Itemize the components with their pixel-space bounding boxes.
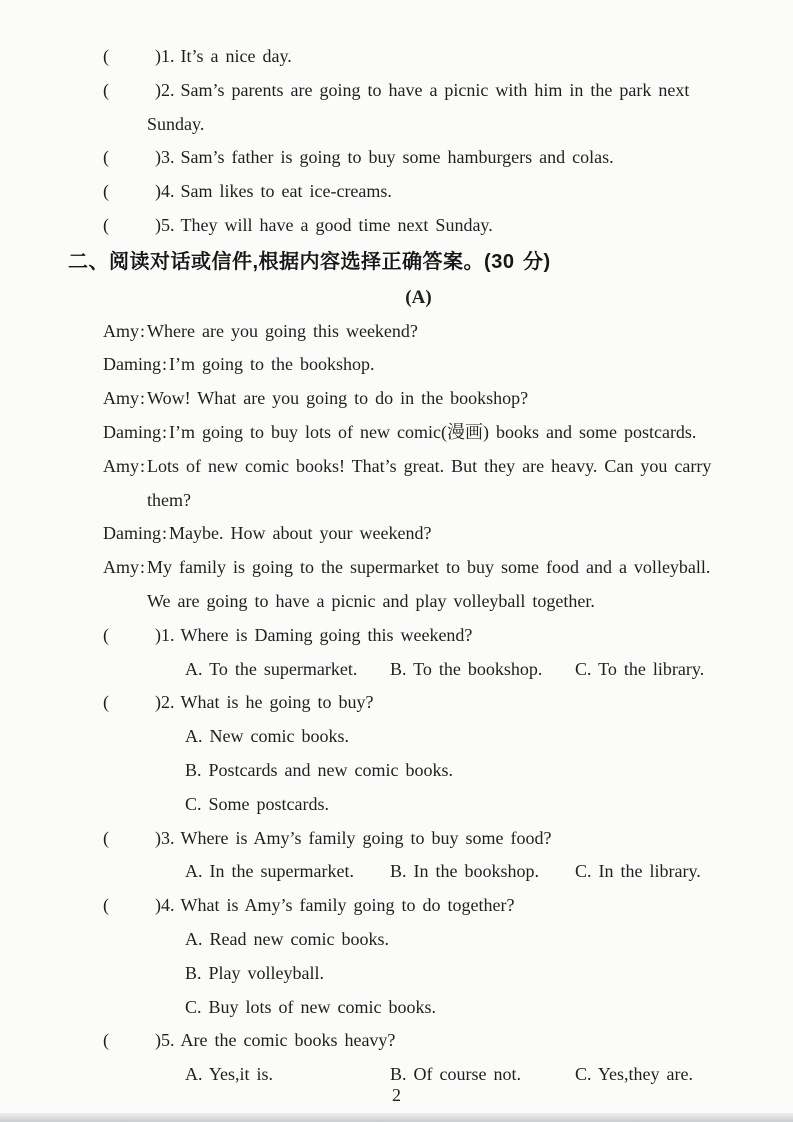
tf-item-5 [0, 209, 793, 243]
answer-bracket: ( [103, 895, 109, 916]
speaker-colon: : [140, 388, 146, 409]
dialogue-text: Wow! What are you going to do in the bookshop? [147, 388, 529, 409]
option-c: C. In the library. [575, 861, 701, 882]
dialogue-continuation: We are going to have a picnic and play volleyball together. [147, 590, 595, 611]
dialogue-line [0, 416, 793, 450]
option-c: C. Buy lots of new comic books. [185, 996, 436, 1017]
tf-item-4 [0, 175, 793, 209]
dialogue-line [0, 348, 793, 382]
speaker-name: Amy [103, 320, 139, 341]
passage-label: (A) [405, 286, 432, 308]
tf-item-3 [0, 141, 793, 175]
option-b: B. Play volleyball. [185, 962, 324, 983]
dialogue-text: I’m going to the bookshop. [169, 354, 375, 375]
item-text: It’s a nice day. [180, 46, 292, 66]
answer-bracket: ( [103, 1030, 109, 1051]
speaker-name: Daming [103, 421, 161, 442]
item-marker: )3. [155, 147, 175, 168]
answer-bracket: ( [103, 147, 109, 168]
option-c: C. Yes,they are. [575, 1064, 693, 1085]
question-5 [0, 1024, 793, 1058]
option-b: B. Postcards and new comic books. [185, 759, 453, 780]
question-text: Are the comic books heavy? [180, 1030, 396, 1051]
answer-bracket: ( [103, 46, 109, 66]
speaker-name: Amy [103, 388, 139, 409]
question-text: Where is Daming going this weekend? [180, 624, 473, 645]
speaker-name: Amy [103, 557, 139, 578]
option-c: C. Some postcards. [185, 793, 329, 814]
dialogue-line [0, 551, 793, 585]
question-text: Where is Amy’s family going to buy some food? [180, 827, 552, 848]
speaker-name: Amy [103, 455, 139, 476]
question-text: What is he going to buy? [180, 692, 374, 713]
option-b: B. To the bookshop. [390, 658, 543, 679]
option-b: B. Of course not. [390, 1064, 521, 1085]
option-a: A. To the supermarket. [185, 658, 358, 679]
question-marker: )1. [155, 624, 175, 645]
section-heading: 二、阅读对话或信件,根据内容选择正确答案。(30 分) [68, 250, 551, 273]
tf-item-2-continuation: Sunday. [147, 113, 205, 134]
answer-bracket: ( [103, 624, 109, 645]
question-marker: )3. [155, 827, 175, 848]
answer-bracket: ( [103, 79, 109, 100]
speaker-name: Daming [103, 523, 161, 544]
dialogue-text: Lots of new comic books! That’s great. But they are heavy. Can you carry [147, 455, 712, 476]
speaker-colon: : [140, 557, 146, 578]
item-text: They will have a good time next Sunday. [180, 214, 493, 235]
question-text: What is Amy’s family going to do together? [180, 895, 515, 916]
dialogue-text: My family is going to the supermarket to buy some food and a volleyball. [147, 557, 711, 578]
speaker-colon: : [140, 455, 146, 476]
item-marker: )2. [155, 79, 175, 100]
dialogue-text: Maybe. How about your weekend? [169, 523, 432, 544]
question-4 [0, 889, 793, 923]
answer-bracket: ( [103, 827, 109, 848]
tf-item-2 [0, 74, 793, 108]
dialogue-continuation: them? [147, 489, 191, 510]
dialogue-line [0, 315, 793, 349]
item-marker: )5. [155, 214, 175, 235]
question-1 [0, 619, 793, 653]
item-text: Sam’s parents are going to have a picnic with him in the park next [180, 79, 690, 100]
question-marker: )4. [155, 895, 175, 916]
page-number: 2 [392, 1085, 401, 1105]
question-2 [0, 686, 793, 720]
question-marker: )2. [155, 692, 175, 713]
dialogue-text: I’m going to buy lots of new comic(漫画) books and some postcards. [169, 421, 697, 442]
option-a: A. New comic books. [185, 726, 349, 747]
speaker-name: Daming [103, 354, 161, 375]
question-3 [0, 822, 793, 856]
option-b: B. In the bookshop. [390, 861, 539, 882]
answer-bracket: ( [103, 181, 109, 202]
speaker-colon: : [162, 421, 168, 442]
item-marker: )4. [155, 181, 175, 202]
option-a: A. Read new comic books. [185, 928, 389, 949]
answer-bracket: ( [103, 214, 109, 235]
speaker-colon: : [162, 354, 168, 375]
item-marker: )1. [155, 46, 175, 66]
question-1-options [0, 653, 793, 687]
speaker-colon: : [140, 320, 146, 341]
question-3-options [0, 855, 793, 889]
item-text: Sam likes to eat ice-creams. [180, 181, 392, 202]
option-c: C. To the library. [575, 658, 705, 679]
option-a: A. In the supermarket. [185, 861, 354, 882]
answer-bracket: ( [103, 692, 109, 713]
dialogue-text: Where are you going this weekend? [147, 320, 418, 341]
dialogue-line [0, 517, 793, 551]
speaker-colon: : [162, 523, 168, 544]
dialogue-line [0, 382, 793, 416]
option-a: A. Yes,it is. [185, 1064, 274, 1085]
tf-item-1 [0, 40, 793, 74]
item-text: Sam’s father is going to buy some hamburgers and colas. [180, 147, 614, 168]
dialogue-line [0, 450, 793, 484]
scan-bottom-edge [0, 1113, 793, 1122]
question-marker: )5. [155, 1030, 175, 1051]
